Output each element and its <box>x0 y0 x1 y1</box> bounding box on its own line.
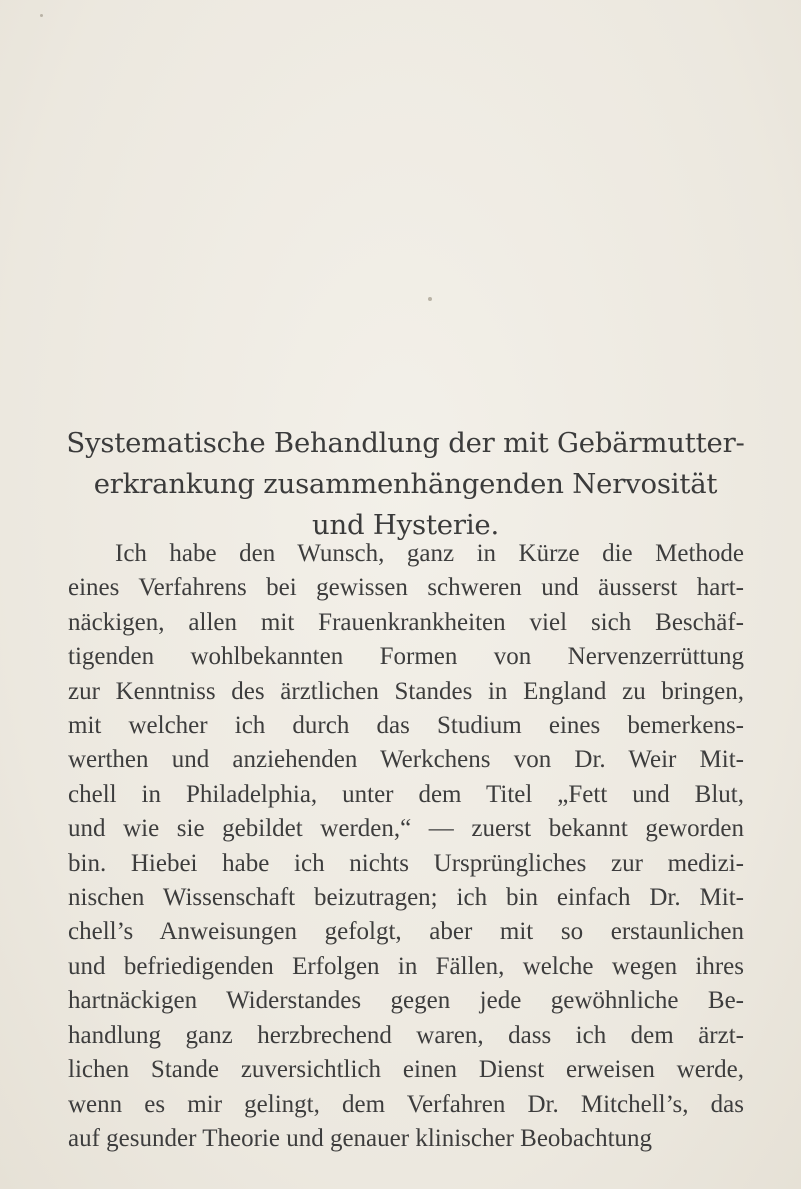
paper-speck <box>40 14 43 17</box>
text-line: lichen Stande zuversichtlich einen Dienst erweisen werde, <box>68 1056 744 1084</box>
text-line: wenn es mir gelingt, dem Verfahren Dr. Mitchell’s, das <box>68 1090 744 1118</box>
body-paragraph <box>68 537 744 1156</box>
text-line: auf gesunder Theorie und genauer klinischer Beobachtung <box>68 1124 653 1152</box>
text-line: Ich habe den Wunsch, ganz in Kürze die Methode <box>115 540 744 567</box>
text-line: chell in Philadelphia, unter dem Titel „Fett und Blut, <box>68 780 744 808</box>
title-line: erkrankung zusammenhängenden Nervosität <box>93 468 718 500</box>
text-line: näckigen, allen mit Frauenkrankheiten viel sich Beschäf- <box>68 608 744 636</box>
title-line: und Hysterie. <box>311 509 500 541</box>
text-line: handlung ganz herzbrechend waren, dass ich dem ärzt- <box>68 1021 744 1049</box>
text-line: mit welcher ich durch das Studium eines bemerkens- <box>68 712 744 740</box>
paper-speck <box>428 297 432 301</box>
text-line: hartnäckigen Widerstandes gegen jede gewöhnliche Be- <box>68 987 744 1015</box>
text-line: tigenden wohlbekannten Formen von Nervenzerrüttung <box>68 643 744 671</box>
text-line: und wie sie gebildet werden,“ — zuerst bekannt geworden <box>68 815 744 843</box>
text-line: werthen und anziehenden Werkchens von Dr. Weir Mit- <box>68 746 744 774</box>
text-line: bin. Hiebei habe ich nichts Ursprüngliches zur medizi- <box>68 849 744 877</box>
text-line: nischen Wissenschaft beizutragen; ich bin einfach Dr. Mit- <box>68 884 744 912</box>
text-line: zur Kenntniss des ärztlichen Standes in England zu bringen, <box>68 677 744 705</box>
text-line: eines Verfahrens bei gewissen schweren und äusserst hart- <box>68 574 744 602</box>
chapter-title <box>60 423 751 546</box>
title-line: Systematische Behandlung der mit Gebärmutter- <box>66 427 745 459</box>
text-line: chell’s Anweisungen gefolgt, aber mit so erstaunlichen <box>68 918 744 946</box>
text-line: und befriedigenden Erfolgen in Fällen, welche wegen ihres <box>68 952 744 980</box>
